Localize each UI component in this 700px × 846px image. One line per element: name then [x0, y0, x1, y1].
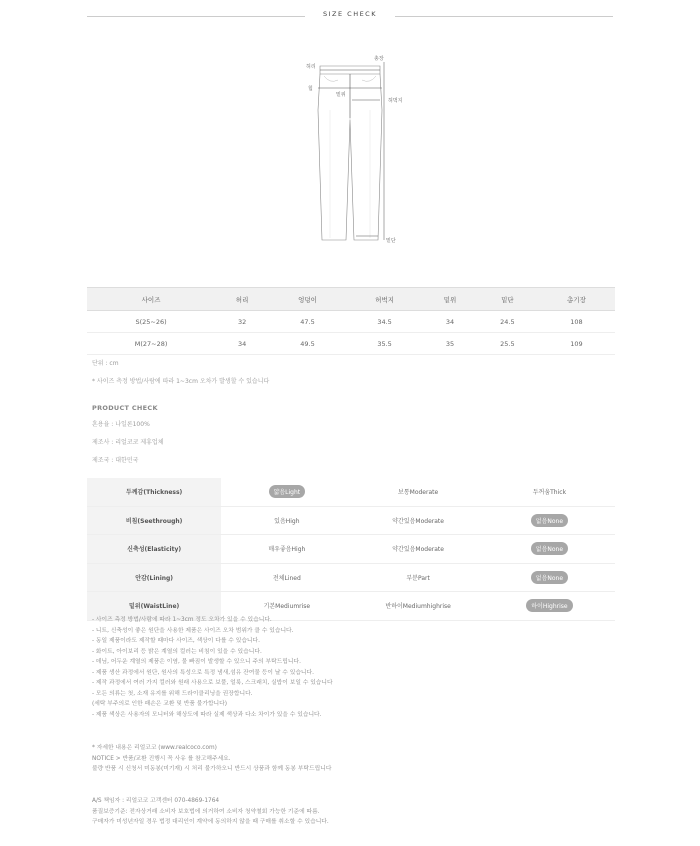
- check-option-cell: [484, 592, 615, 621]
- text-line: 불량 반품 시 신청서 미동봉(미기재) 시 처리 불가하오니 반드시 상품과 함께 동봉 부탁드립니다: [92, 766, 332, 772]
- check-option-cell: [484, 506, 615, 535]
- text-line: 구매자가 미성년자일 경우 법정 대리인이 계약에 동의하지 않을 때 구매를 취소할 수 있습니다.: [92, 819, 329, 825]
- check-option: 약간있음Moderate: [392, 546, 444, 554]
- pants-illustration: [300, 50, 410, 250]
- check-option-cell: [484, 478, 615, 506]
- check-label: 비침(Seethrough): [87, 506, 221, 535]
- maker-info: 제조사 : 리얼코코 제휴업체: [92, 439, 164, 446]
- check-row: [87, 506, 615, 535]
- product-info: [92, 416, 164, 470]
- check-row: [87, 535, 615, 564]
- check-row: [87, 478, 615, 506]
- label-total-length: 총장: [374, 56, 384, 62]
- text-line: * 자세한 내용은 리얼코코 (www.realcoco.com): [92, 745, 217, 751]
- check-option-cell: [221, 506, 352, 535]
- unit-note: 단위 : cm: [92, 360, 119, 367]
- col-hip: 엉덩이: [269, 288, 346, 311]
- check-option: 반하이Mediumhighrise: [385, 603, 451, 611]
- material-info: 혼용율 : 나일론100%: [92, 421, 150, 428]
- selected-option-badge: 없음None: [531, 571, 568, 584]
- size-table-header: [87, 288, 615, 311]
- selected-option-badge: 얇음Light: [269, 485, 306, 498]
- origin-info: 제조국 : 대한민국: [92, 457, 139, 464]
- as-info-block: [92, 796, 329, 828]
- check-option-cell: [352, 506, 483, 535]
- text-line: - 사이즈 측정 방법/사람에 따라 1~3cm 정도 오차가 있을 수 있습니다.: [92, 617, 272, 623]
- check-option-cell: [352, 592, 483, 621]
- text-line: - 화이트, 아이보리 등 밝은 계열의 컬러는 비침이 있을 수 있습니다.: [92, 648, 262, 655]
- cell: 35: [423, 333, 477, 355]
- cell: 34: [423, 311, 477, 333]
- col-waist: 허리: [215, 288, 269, 311]
- text-line: - 동일 제품이라도 제작할 때마다 사이즈, 색상이 다를 수 있습니다.: [92, 638, 260, 644]
- selected-option-badge: 없음None: [531, 542, 568, 555]
- cell: 34: [215, 333, 269, 355]
- check-option-cell: [221, 478, 352, 506]
- cell: S(25~26): [87, 311, 215, 333]
- check-option: 매우좋음High: [268, 546, 306, 554]
- check-option: 보통Moderate: [398, 489, 439, 497]
- check-option-cell: [484, 563, 615, 592]
- cell: 49.5: [269, 333, 346, 355]
- check-option-cell: [484, 535, 615, 564]
- check-row: [87, 563, 615, 592]
- size-notes: [92, 355, 269, 391]
- col-hem: 밑단: [477, 288, 538, 311]
- check-option: 약간있음Moderate: [392, 517, 444, 525]
- text-line: - 제작 과정에서 여러 가지 컬러와 원래 사용으로 보풀, 얼룩, 스크래치, 실밥이 보일 수 있습니다: [92, 680, 333, 686]
- check-label: 신축성(Elasticity): [87, 535, 221, 564]
- check-option: 두꺼움Thick: [532, 489, 567, 497]
- product-check-table: [87, 478, 615, 621]
- check-option-cell: [221, 563, 352, 592]
- text-line: - 제품 색상은 사용자의 모니터와 해상도에 따라 실제 색상과 다소 차이가 있을 수 있습니다.: [92, 711, 322, 718]
- divider-right: [395, 16, 613, 17]
- section-title-bar: [87, 8, 613, 24]
- cell: 108: [538, 311, 615, 333]
- col-rise: 밑위: [423, 288, 477, 311]
- table-row: [87, 333, 615, 355]
- col-size: 사이즈: [87, 288, 215, 311]
- text-line: - 제품 생산 과정에서 원단, 원사의 특성으로 특정 냄새,섬유 잔여물 등이 날 수 있습니다.: [92, 669, 314, 676]
- cell: 25.5: [477, 333, 538, 355]
- text-line: - 모든 의류는 첫, 소재 유지를 위해 드라이클리닝을 권장합니다.: [92, 690, 253, 697]
- check-option: 있음High: [274, 517, 300, 525]
- check-label: 안감(Lining): [87, 563, 221, 592]
- text-line: (세탁 부주의로 인한 패손은 교환 및 반품 불가합니다): [92, 701, 228, 707]
- text-line: - 데님, 어두운 계열의 제품은 이염, 물 빠짐이 발생할 수 있으니 주의 부탁드립니다.: [92, 659, 301, 665]
- check-label: 두께감(Thickness): [87, 478, 221, 506]
- table-row: [87, 311, 615, 333]
- label-rise: 밑위: [336, 92, 346, 98]
- notice-block: [92, 743, 331, 775]
- check-option: 부분Part: [406, 574, 430, 582]
- text-line: A/S 책임자 : 리얼코코 고객센터 070-4869-1764: [92, 798, 220, 804]
- col-thigh: 허벅지: [346, 288, 423, 311]
- label-thigh: 허벅지: [388, 98, 403, 104]
- size-table: [87, 287, 615, 355]
- selected-option-badge: 없음None: [531, 514, 568, 527]
- cell: 109: [538, 333, 615, 355]
- check-option: 전체Lined: [272, 574, 301, 582]
- tolerance-note: * 사이즈 측정 방법/사람에 따라 1~3cm 오차가 발생할 수 있습니다: [92, 378, 270, 385]
- label-waist: 허리: [306, 64, 316, 70]
- cell: 32: [215, 311, 269, 333]
- section-title: SIZE CHECK: [322, 10, 377, 18]
- text-line: - 니트, 신축성이 좋은 원단을 사용한 제품은 사이즈 오차 범위가 클 수 있습니다.: [92, 627, 294, 634]
- text-line: 품질보증기준: 전자상거래 소비자 보호법에 의거하여 소비자 청약철회 가능한 기준에 따름.: [92, 808, 320, 815]
- cell: 34.5: [346, 311, 423, 333]
- check-option: 기본Mediumrise: [263, 603, 311, 611]
- cell: M(27~28): [87, 333, 215, 355]
- check-label: 밑위(WaistLine): [87, 592, 221, 621]
- selected-option-badge: 하이Highrise: [526, 599, 572, 612]
- care-notes: [92, 615, 333, 720]
- product-check-title: PRODUCT CHECK: [92, 404, 158, 412]
- check-option-cell: [352, 478, 483, 506]
- check-option-cell: [352, 563, 483, 592]
- cell: 24.5: [477, 311, 538, 333]
- cell: 47.5: [269, 311, 346, 333]
- check-option-cell: [221, 535, 352, 564]
- col-length: 총기장: [538, 288, 615, 311]
- text-line: NOTICE > 반품/교환 진행시 꼭 사유 를 참고해주세요.: [92, 755, 231, 762]
- label-hem: 밑단: [386, 238, 396, 244]
- cell: 35.5: [346, 333, 423, 355]
- check-option-cell: [352, 535, 483, 564]
- label-hip: 힙: [308, 86, 313, 92]
- pants-diagram: [300, 50, 410, 250]
